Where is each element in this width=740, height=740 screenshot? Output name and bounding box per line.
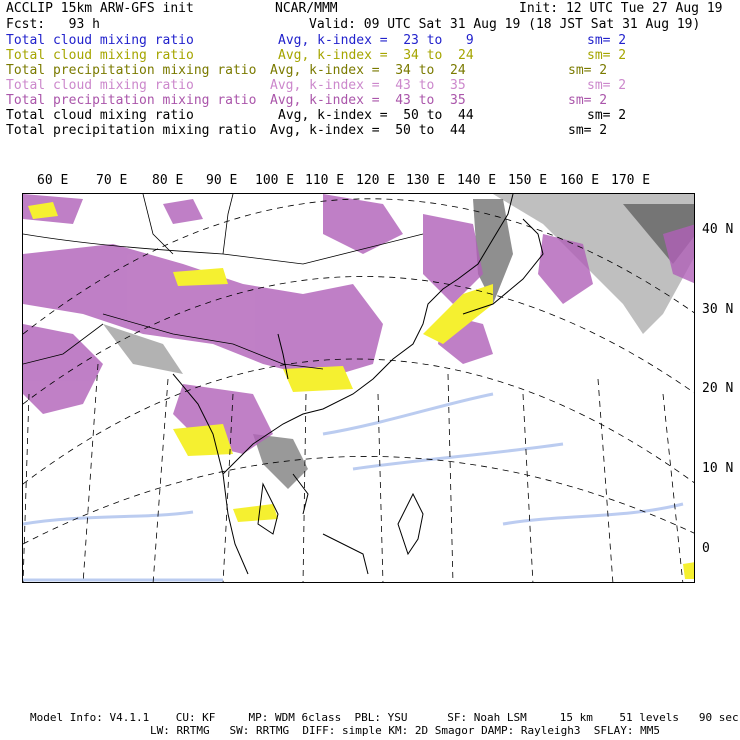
title-center: NCAR/MMM	[275, 1, 338, 16]
field-sm: sm= 2	[587, 48, 627, 63]
field-avg: Avg, k-index = 34 to 24	[270, 63, 466, 78]
field-avg: Avg, k-index = 43 to 35	[270, 78, 466, 93]
field-sm: sm= 2	[568, 123, 608, 138]
lon-label: 110 E	[305, 173, 345, 188]
field-avg: Avg, k-index = 50 to 44	[278, 108, 474, 123]
lon-label: 130 E	[406, 173, 446, 188]
map-plot	[23, 194, 695, 583]
lat-label: 20 N	[702, 381, 734, 396]
valid-time: Valid: 09 UTC Sat 31 Aug 19 (18 JST Sat 31 Aug 19)	[309, 17, 701, 32]
map-frame	[22, 193, 695, 583]
lon-label: 70 E	[96, 173, 128, 188]
lat-label: 0	[702, 541, 710, 556]
init-time: Init: 12 UTC Tue 27 Aug 19	[519, 1, 723, 16]
field-sm: sm= 2	[587, 33, 627, 48]
field-name: Total precipitation mixing ratio	[6, 93, 257, 108]
field-name: Total cloud mixing ratio	[6, 48, 194, 63]
model-info-line1: Model Info: V4.1.1 CU: KF MP: WDM 6class PBL: YSU SF: Noah LSM 15 km 51 levels 90 sec	[30, 711, 739, 724]
lon-label: 140 E	[457, 173, 497, 188]
longitude-grid	[23, 364, 683, 583]
field-name: Total precipitation mixing ratio	[6, 123, 257, 138]
lat-label: 10 N	[702, 461, 734, 476]
field-sm: sm= 2	[568, 93, 608, 108]
lon-label: 120 E	[356, 173, 396, 188]
lat-label: 30 N	[702, 302, 734, 317]
field-avg: Avg, k-index = 23 to 9	[278, 33, 474, 48]
lon-label: 160 E	[560, 173, 600, 188]
field-name: Total cloud mixing ratio	[6, 33, 194, 48]
field-sm: sm= 2	[568, 63, 608, 78]
field-sm: sm= 2	[587, 78, 627, 93]
lon-label: 150 E	[508, 173, 548, 188]
blue-cloud-streaks	[23, 394, 683, 580]
field-name: Total cloud mixing ratio	[6, 78, 194, 93]
title-left: ACCLIP 15km ARW-GFS init	[6, 1, 194, 16]
lon-label: 60 E	[37, 173, 69, 188]
lat-label: 40 N	[702, 222, 734, 237]
model-info-line2: LW: RRTMG SW: RRTMG DIFF: simple KM: 2D Smagor DAMP: Rayleigh3 SFLAY: MM5	[150, 724, 660, 737]
field-avg: Avg, k-index = 50 to 44	[270, 123, 466, 138]
field-name: Total cloud mixing ratio	[6, 108, 194, 123]
lon-label: 90 E	[206, 173, 238, 188]
field-avg: Avg, k-index = 34 to 24	[278, 48, 474, 63]
lon-label: 80 E	[152, 173, 184, 188]
lon-label: 100 E	[255, 173, 295, 188]
field-sm: sm= 2	[587, 108, 627, 123]
lon-label: 170 E	[611, 173, 651, 188]
field-avg: Avg, k-index = 43 to 35	[270, 93, 466, 108]
forecast-hour: Fcst: 93 h	[6, 17, 100, 32]
field-name: Total precipitation mixing ratio	[6, 63, 257, 78]
